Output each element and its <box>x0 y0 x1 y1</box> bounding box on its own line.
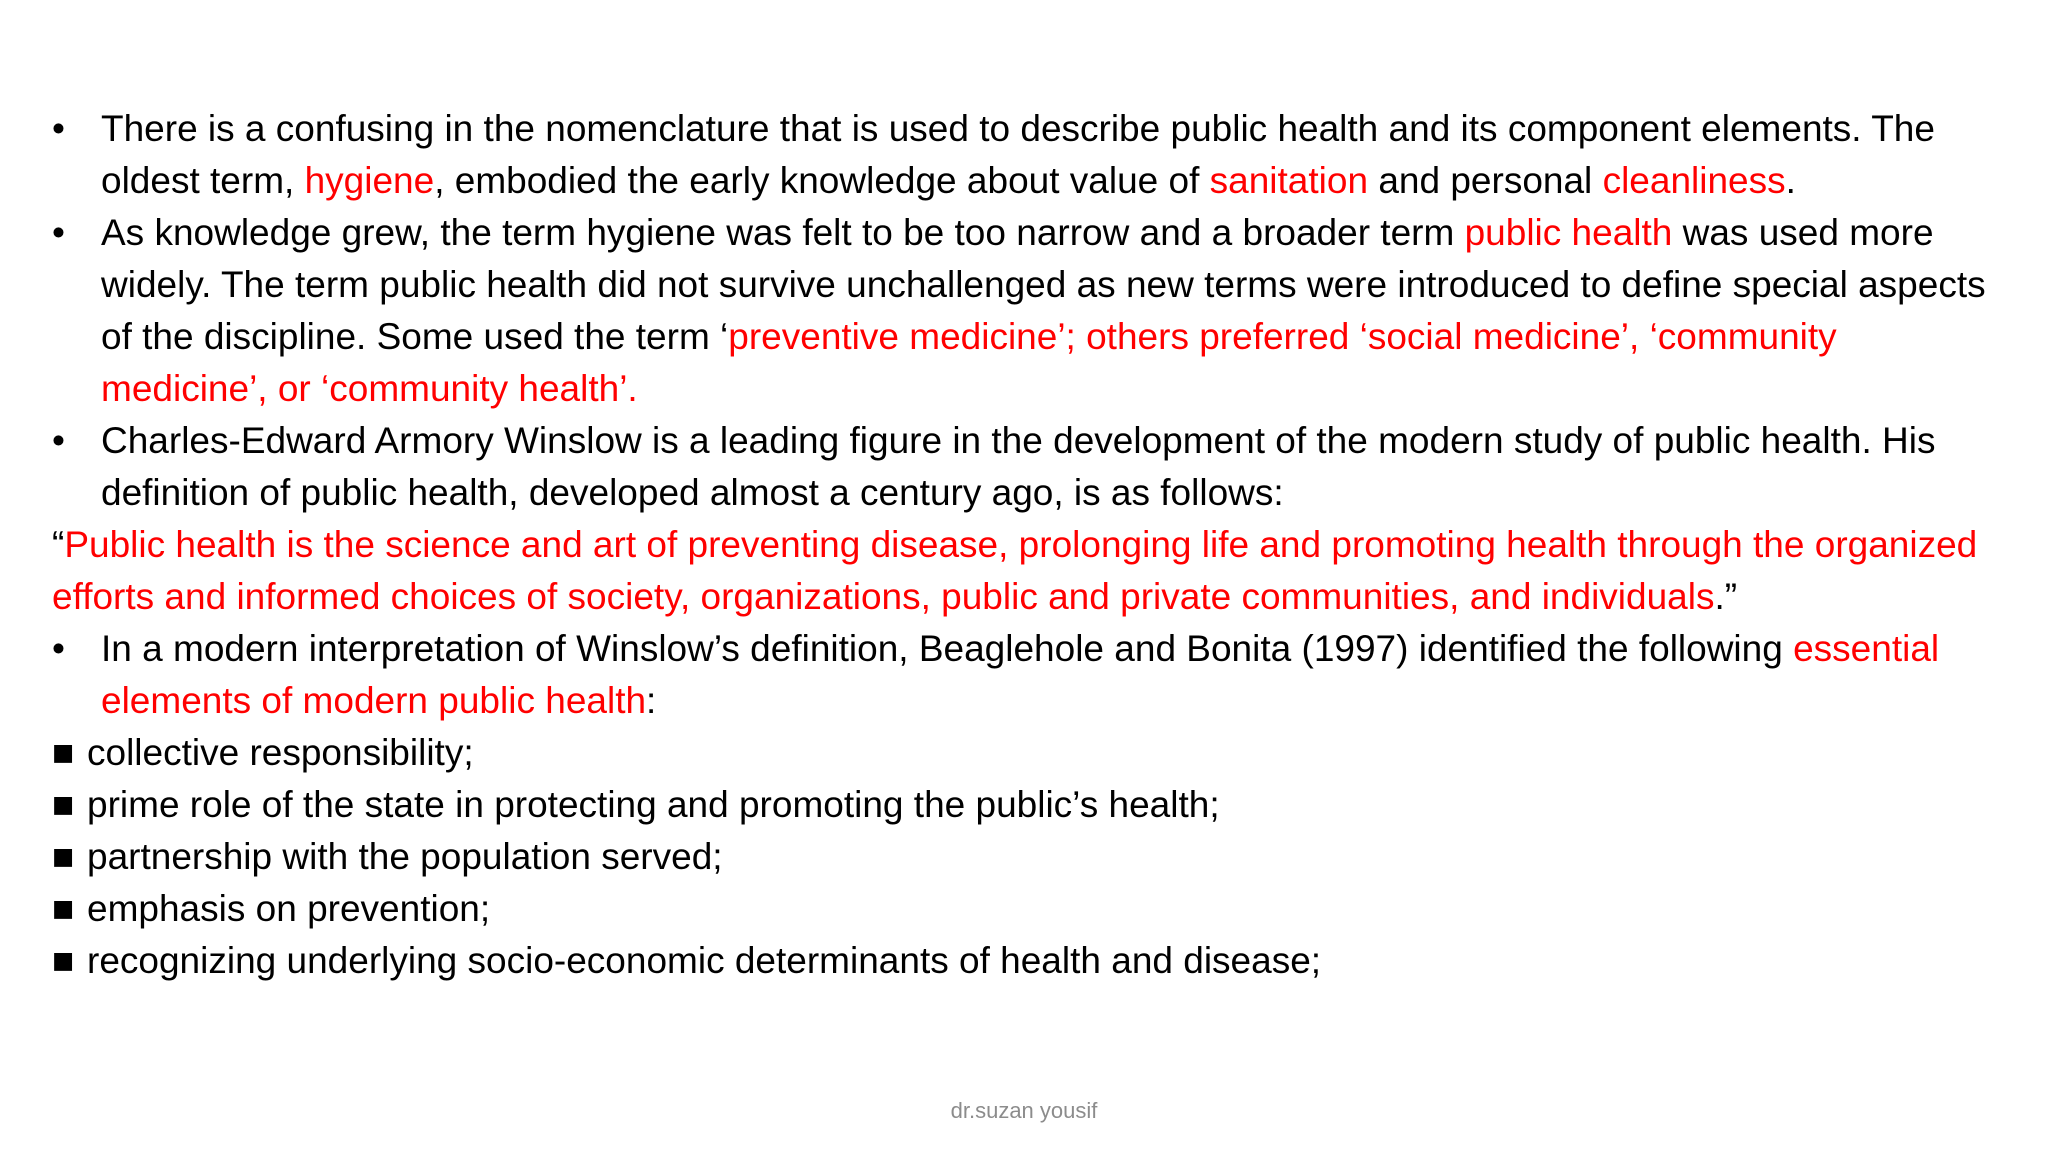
term-alternatives: preventive medicine’; others preferred ‘social medicine’, ‘community medicine’, or ‘community health’. <box>101 316 1837 409</box>
slide-body <box>52 103 1992 987</box>
bullet-dot: • <box>52 420 65 461</box>
square-bullet-icon: ■ <box>52 784 75 825</box>
quote-close: .” <box>1714 576 1738 617</box>
bullet-nomenclature <box>52 103 1992 207</box>
text: As knowledge grew, the term hygiene was felt to be too narrow and a broader term <box>101 212 1465 253</box>
square-bullet-icon: ■ <box>52 888 75 929</box>
text: , embodied the early knowledge about value of <box>434 160 1210 201</box>
text: : <box>646 680 657 721</box>
element-text: collective responsibility; <box>87 732 474 773</box>
square-bullet-icon: ■ <box>52 732 75 773</box>
bullet-dot: • <box>52 212 65 253</box>
square-bullet-icon: ■ <box>52 940 75 981</box>
element-item <box>52 831 1992 883</box>
quote-body: Public health is the science and art of preventing disease, prolonging life and promoting health through the organized efforts and informed choices of society, organizations, public and private communities, and individuals <box>52 524 1978 617</box>
term-cleanliness: cleanliness <box>1602 160 1786 201</box>
bullet-public-health-term <box>52 207 1992 415</box>
term-sanitation: sanitation <box>1209 160 1369 201</box>
text: In a modern interpretation of Winslow’s definition, Beaglehole and Bonita (1997) identified the following <box>101 628 1794 669</box>
element-item <box>52 883 1992 935</box>
element-text: recognizing underlying socio-economic determinants of health and disease; <box>87 940 1322 981</box>
term-hygiene: hygiene <box>304 160 435 201</box>
element-item <box>52 779 1992 831</box>
element-text: prime role of the state in protecting and promoting the public’s health; <box>87 784 1220 825</box>
term-essential-elements: essential elements of modern public health <box>101 628 1940 721</box>
element-item <box>52 935 1992 987</box>
text: was used more widely. The term public health did not survive unchallenged as new terms were introduced to define special aspects of the discipline. Some used the term ‘ <box>101 212 1986 357</box>
bullet-beaglehole-bonita <box>52 623 1992 727</box>
term-public-health: public health <box>1464 212 1673 253</box>
footer-author: dr.suzan yousif <box>950 1098 1098 1123</box>
element-text: emphasis on prevention; <box>87 888 491 929</box>
element-text: partnership with the population served; <box>87 836 723 877</box>
text: There is a confusing in the nomenclature that is used to describe public health and its component elements. The oldest term, <box>101 108 1935 201</box>
bullet-dot: • <box>52 108 65 149</box>
square-bullet-icon: ■ <box>52 836 75 877</box>
quote-open: “ <box>52 524 65 565</box>
winslow-definition-quote <box>52 519 1992 623</box>
element-item <box>52 727 1992 779</box>
text: Charles-Edward Armory Winslow is a leading figure in the development of the modern study of public health. His definition of public health, developed almost a century ago, is as follows: <box>101 420 1936 513</box>
text: . <box>1785 160 1796 201</box>
bullet-dot: • <box>52 628 65 669</box>
bullet-winslow <box>52 415 1992 519</box>
text: and personal <box>1368 160 1603 201</box>
